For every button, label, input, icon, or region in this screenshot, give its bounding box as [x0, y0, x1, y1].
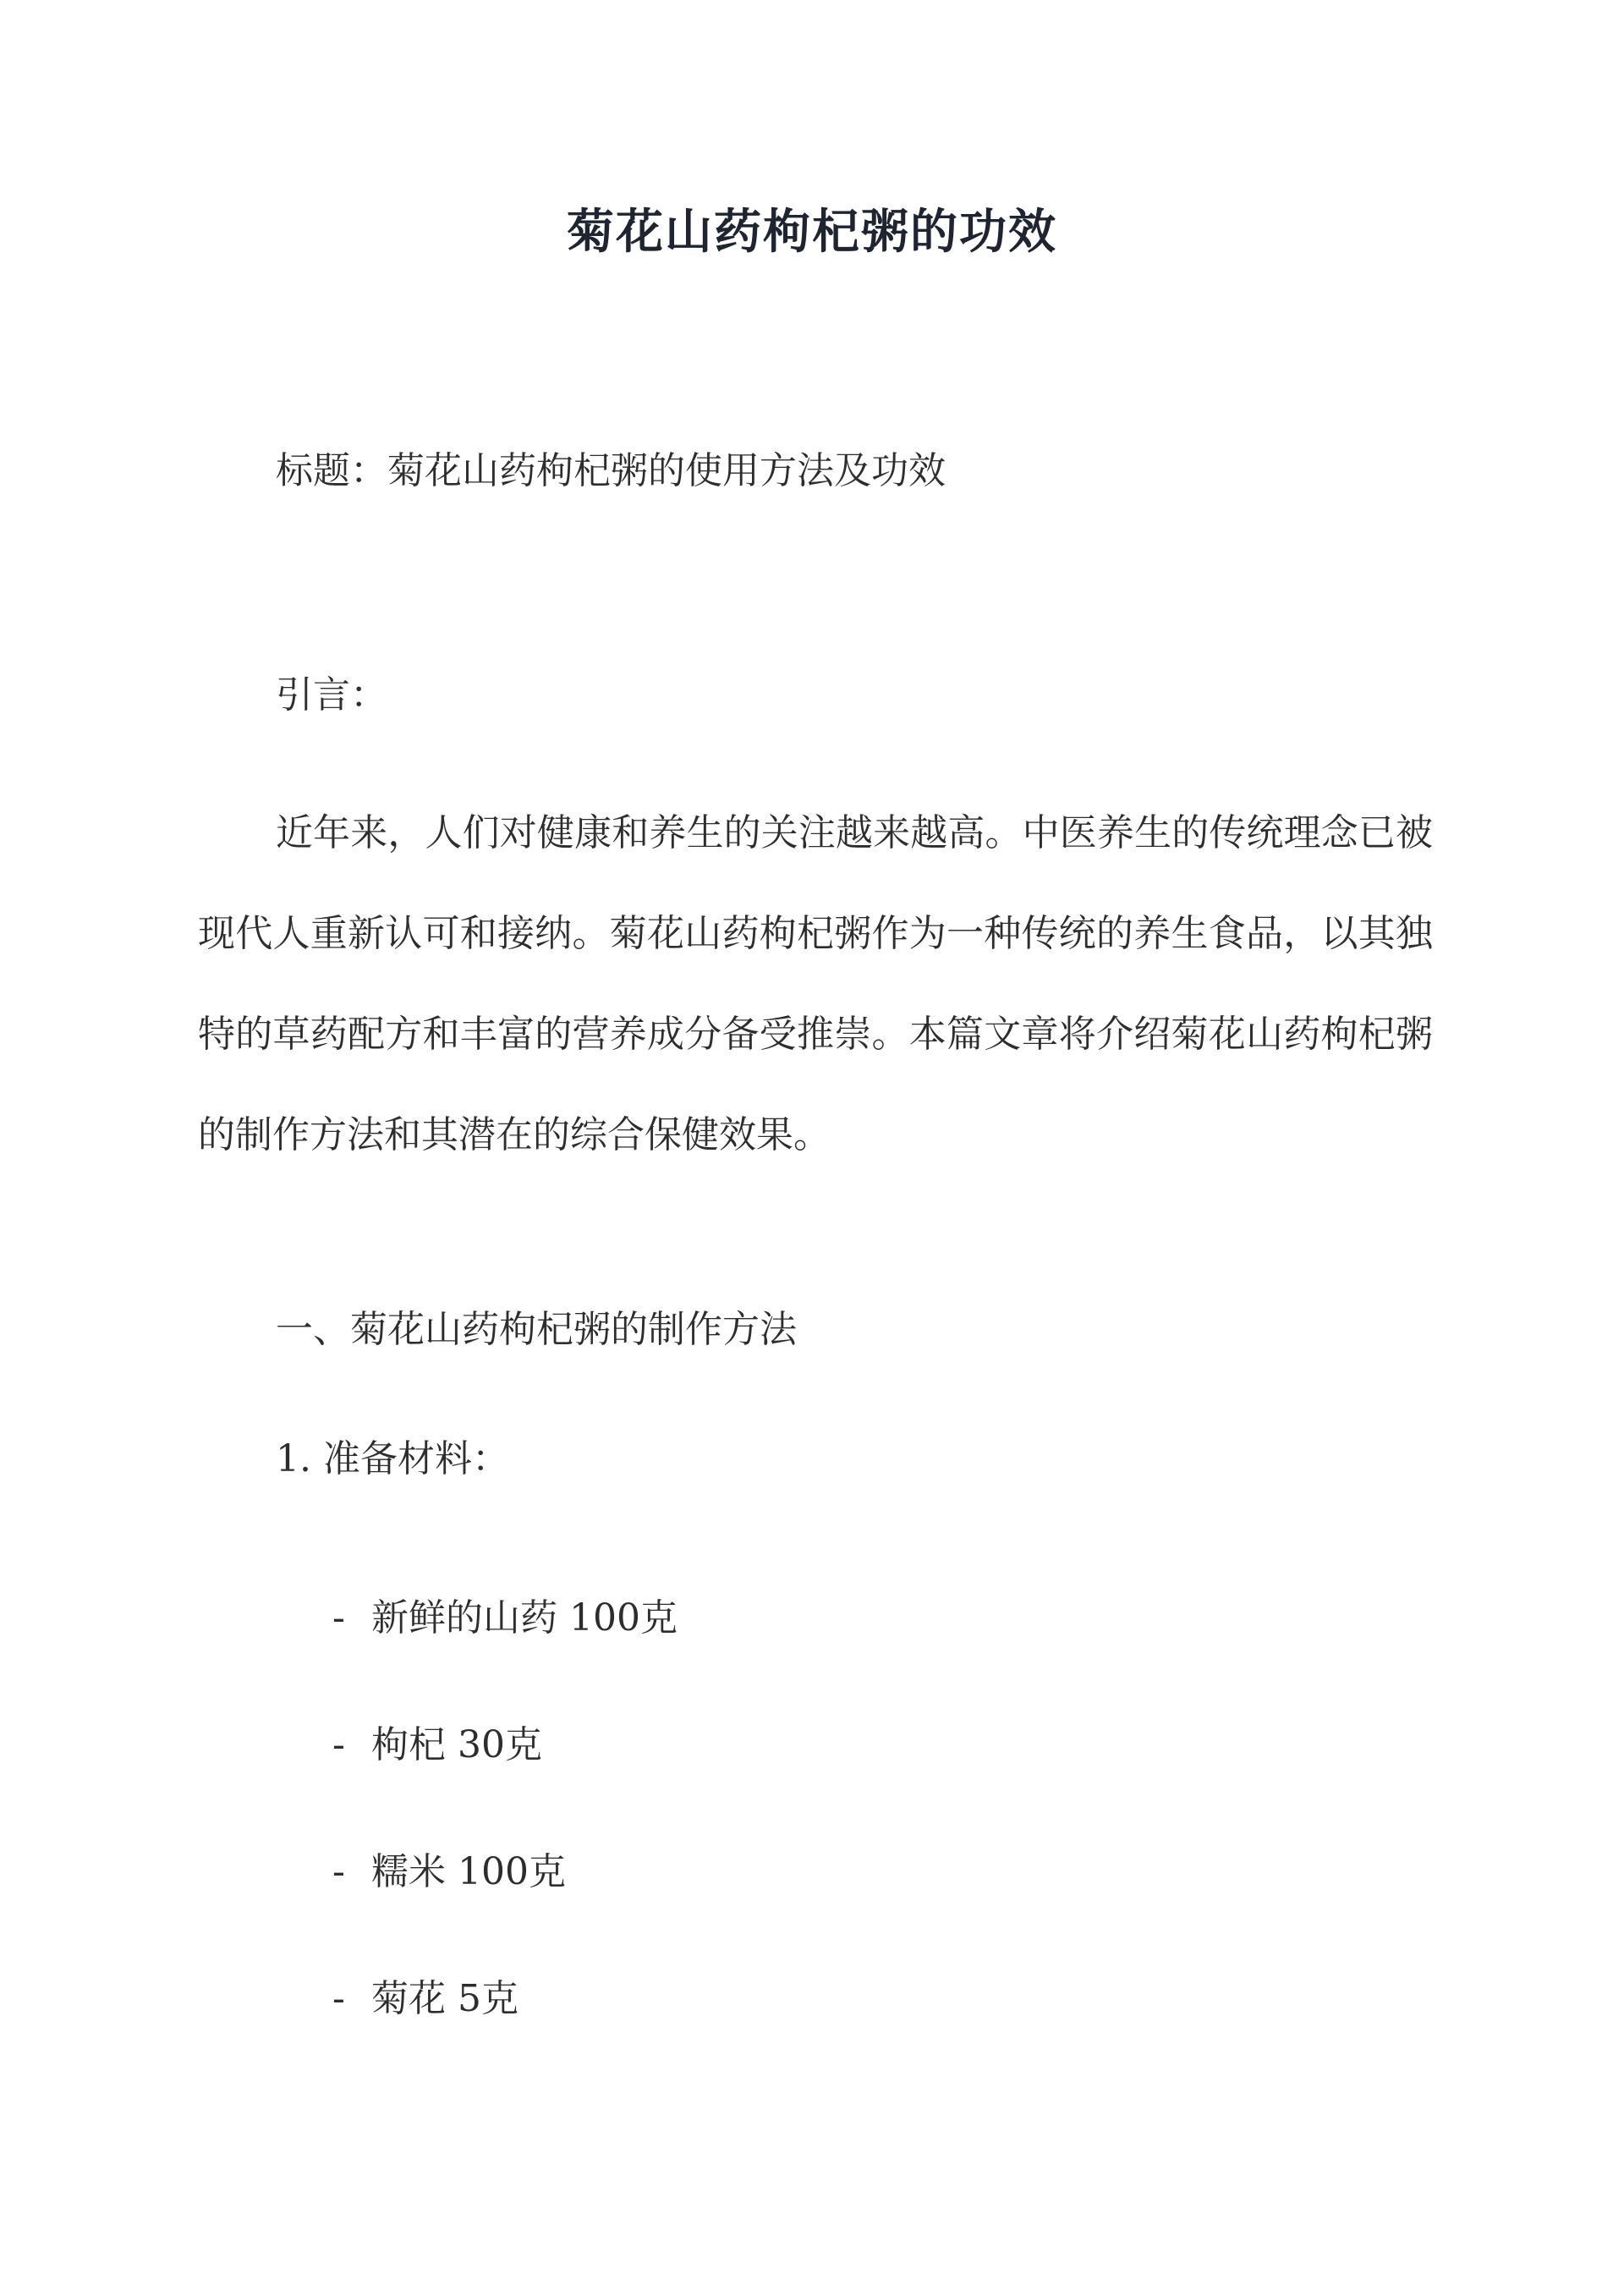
ingredient-text: 新鲜的山药 100克 — [371, 1596, 678, 1640]
list-bullet: - — [332, 1596, 345, 1640]
ingredient-text: 菊花 5克 — [371, 1977, 518, 2020]
list-item — [332, 1555, 678, 1682]
list-bullet: - — [332, 1850, 345, 1893]
intro-label: 引言： — [276, 673, 387, 717]
ingredient-text: 糯米 100克 — [371, 1850, 566, 1893]
list-bullet: - — [332, 1977, 345, 2020]
subsection-heading: 1. 准备材料： — [276, 1437, 509, 1480]
list-bullet: - — [332, 1723, 345, 1766]
section-heading: 一、菊花山药枸杞粥的制作方法 — [276, 1308, 797, 1351]
document-title: 菊花山药枸杞粥的功效 — [567, 204, 1057, 260]
list-item — [332, 1682, 678, 1809]
list-item — [332, 1936, 678, 2063]
intro-paragraph: 近年来，人们对健康和养生的关注越来越高。中医养生的传统理念已被现代人重新认可和接纳。菊花山药枸杞粥作为一种传统的养生食品，以其独特的草药配方和丰富的营养成分备受推崇。本篇文章将介绍菊花山药枸杞粥的制作方法和其潜在的综合保健效果。 — [198, 811, 1433, 1156]
list-item — [332, 1809, 678, 1936]
ingredient-text: 枸杞 30克 — [371, 1723, 542, 1766]
subject-line: 标题：菊花山药枸杞粥的使用方法及功效 — [276, 449, 946, 492]
ingredient-list — [332, 1555, 678, 2063]
